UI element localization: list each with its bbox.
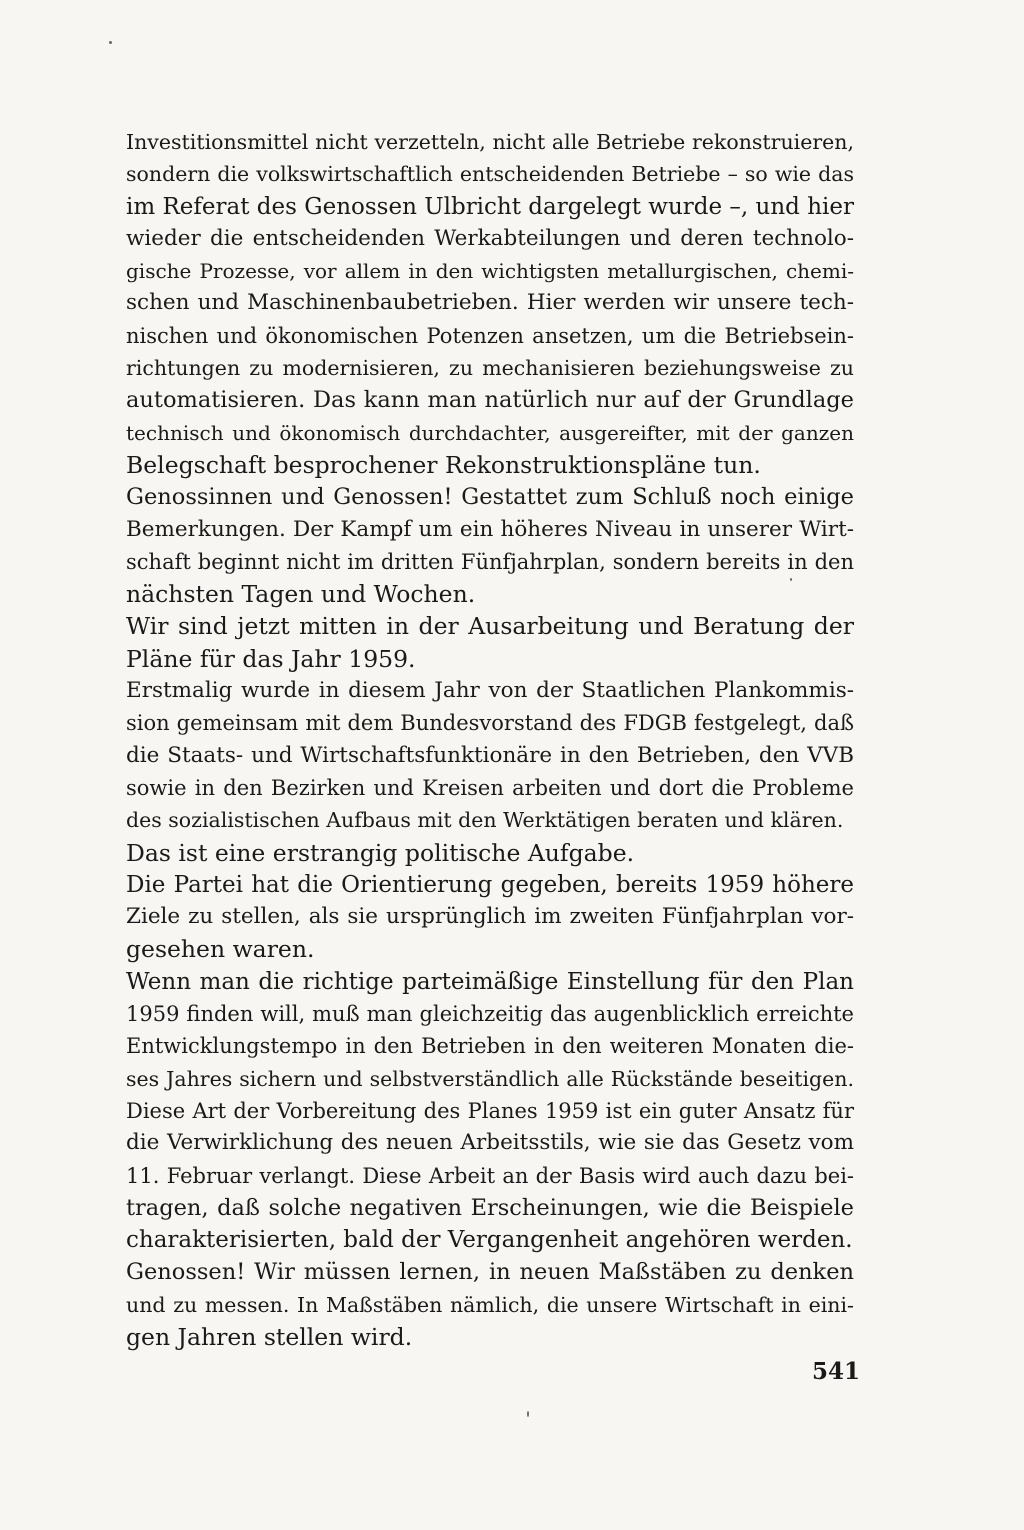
text-line: Das ist eine erstrangig politische Aufgabe.: [126, 838, 635, 867]
text-line: Entwicklungstempo in den Betrieben in den weiteren Monaten die-: [126, 1034, 854, 1059]
text-line: wieder die entscheidenden Werkabteilungen und deren technolo-: [126, 225, 854, 251]
text-line: 1959 finden will, muß man gleichzeitig das augenblicklich erreichte: [126, 1002, 854, 1027]
text-line: Diese Art der Vorbereitung des Planes 1959 ist ein guter Ansatz für: [126, 1098, 854, 1123]
text-line: Belegschaft besprochener Rekonstruktionspläne tun.: [126, 450, 761, 479]
print-speck: [527, 1411, 529, 1417]
text-line: nächsten Tagen und Wochen.: [126, 580, 476, 609]
text-line: Pläne für das Jahr 1959.: [126, 644, 416, 673]
text-line: Genossen! Wir müssen lernen, in neuen Maßstäben zu denken: [126, 1259, 854, 1286]
text-line: die Verwirklichung des neuen Arbeitsstils, wie sie das Gesetz vom: [126, 1130, 854, 1156]
text-line: und zu messen. In Maßstäben nämlich, die unsere Wirtschaft in eini-: [126, 1292, 854, 1317]
text-line: gen Jahren stellen wird.: [126, 1322, 413, 1351]
text-line: des sozialistischen Aufbaus mit den Werktätigen beraten und klären.: [126, 808, 844, 833]
text-line: charakterisierten, bald der Vergangenheit angehören werden.: [126, 1227, 853, 1254]
text-line: ses Jahres sichern und selbstverständlich alle Rückstände beseitigen.: [126, 1066, 854, 1091]
print-speck: [109, 41, 112, 44]
text-line: Erstmalig wurde in diesem Jahr von der Staatlichen Plankommis-: [126, 678, 854, 704]
text-line: technisch und ökonomisch durchdachter, ausgereifter, mit der ganzen: [126, 420, 854, 445]
text-line: gesehen waren.: [126, 935, 315, 964]
text-line: schen und Maschinenbaubetrieben. Hier werden wir unsere tech-: [126, 290, 854, 316]
text-line: die Staats- und Wirtschaftsfunktionäre in den Betrieben, den VVB: [126, 742, 854, 768]
body-text: [126, 126, 854, 1353]
text-line: automatisieren. Das kann man natürlich nur auf der Grundlage: [126, 387, 854, 414]
text-line: 11. Februar verlangt. Diese Arbeit an der Basis wird auch dazu bei-: [126, 1163, 854, 1188]
text-line: gische Prozesse, vor allem in den wichtigsten metallurgischen, chemi-: [126, 259, 854, 284]
text-line: Genossinnen und Genossen! Gestattet zum Schluß noch einige: [126, 484, 854, 511]
text-line: sion gemeinsam mit dem Bundesvorstand des FDGB festgelegt, daß: [126, 711, 854, 736]
text-line: nischen und ökonomischen Potenzen ansetzen, um die Betriebsein-: [126, 323, 854, 348]
text-line: im Referat des Genossen Ulbricht dargelegt wurde –, und hier: [126, 193, 854, 220]
text-line: Bemerkungen. Der Kampf um ein höheres Niveau in unserer Wirt-: [126, 516, 854, 542]
text-line: sondern die volkswirtschaftlich entscheidenden Betriebe – so wie das: [126, 162, 854, 187]
text-line: tragen, daß solche negativen Erscheinungen, wie die Beispiele: [126, 1194, 854, 1221]
page-number: 541: [812, 1358, 861, 1385]
text-line: Wir sind jetzt mitten in der Ausarbeitung und Beratung der: [126, 612, 854, 641]
text-line: Investitionsmittel nicht verzetteln, nicht alle Betriebe rekonstruieren,: [126, 130, 854, 154]
text-line: sowie in den Bezirken und Kreisen arbeiten und dort die Probleme: [126, 775, 854, 800]
print-speck: [790, 578, 792, 581]
text-line: Wenn man die richtige parteimäßige Einstellung für den Plan: [126, 968, 854, 995]
text-line: Ziele zu stellen, als sie ursprünglich im zweiten Fünfjahrplan vor-: [126, 904, 854, 930]
text-line: Die Partei hat die Orientierung gegeben, bereits 1959 höhere: [126, 871, 854, 898]
text-line: richtungen zu modernisieren, zu mechanisieren beziehungsweise zu: [126, 356, 854, 381]
text-line: schaft beginnt nicht im dritten Fünfjahrplan, sondern bereits in den: [126, 549, 854, 574]
